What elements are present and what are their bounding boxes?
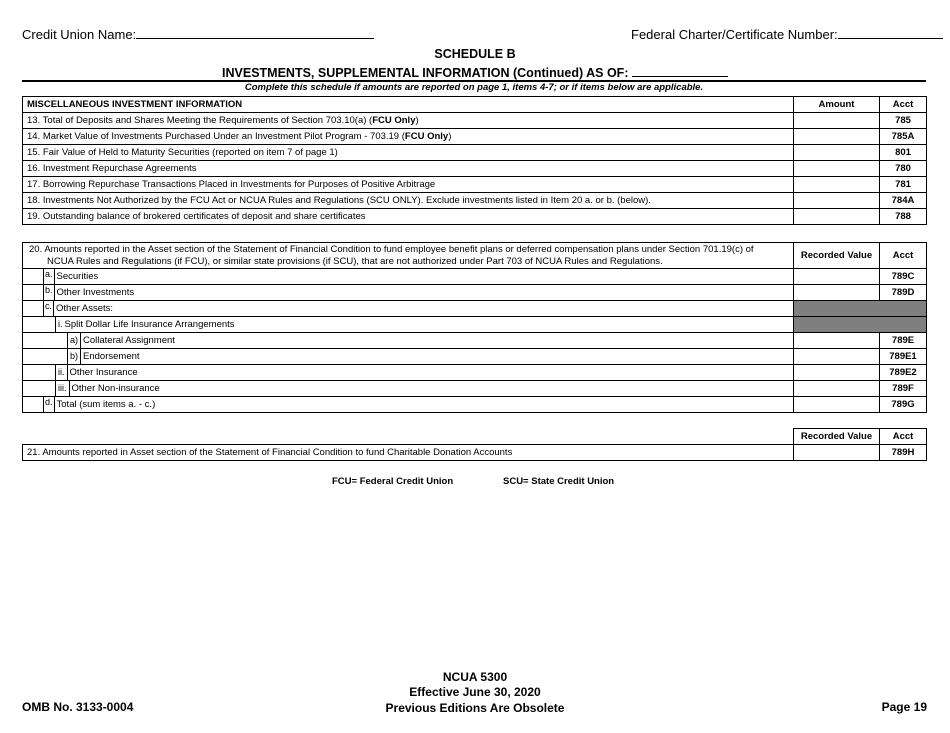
shaded-cell	[794, 317, 927, 333]
table-row: ii. Other Insurance 789E2	[23, 365, 927, 381]
table-row	[23, 209, 927, 225]
acct-code: 785A	[880, 129, 927, 145]
amount-input[interactable]	[794, 177, 880, 193]
acct-code: 789E	[880, 333, 927, 349]
charter-number-label: Federal Charter/Certificate Number:	[631, 27, 838, 42]
row-label: 17. Borrowing Repurchase Transactions Placed in Investments for Purposes of Positive Arbitrage	[23, 177, 794, 193]
recorded-value-header: Recorded Value	[794, 243, 880, 269]
table-row	[23, 445, 927, 461]
misc-investment-table	[22, 96, 927, 225]
table-row	[23, 161, 927, 177]
item21-table	[22, 428, 927, 461]
table-row: i. Split Dollar Life Insurance Arrangements	[23, 317, 927, 333]
form-number: NCUA 5300	[442, 670, 508, 684]
table-row: iii. Other Non-insurance 789F	[23, 381, 927, 397]
table-row: a. Securities 789C	[23, 269, 927, 285]
acct-header: Acct	[880, 429, 927, 445]
acct-header: Acct	[880, 97, 927, 113]
row-label: 13. Total of Deposits and Shares Meeting the Requirements of Section 703.10(a) (FCU Only)	[23, 113, 794, 129]
page-number: Page 19	[881, 700, 927, 714]
effective-date: Effective June 30, 2020	[409, 685, 541, 699]
charter-number-line[interactable]	[838, 26, 943, 39]
legend-scu: SCU= State Credit Union	[503, 476, 615, 487]
misc-header: MISCELLANEOUS INVESTMENT INFORMATION	[23, 97, 794, 113]
acct-code: 789D	[880, 285, 927, 301]
as-of-date-line[interactable]	[632, 64, 728, 77]
legend-fcu: FCU= Federal Credit Union	[332, 476, 454, 487]
acct-code: 801	[880, 145, 927, 161]
table-row	[23, 129, 927, 145]
table-row	[23, 145, 927, 161]
acct-code: 789E1	[880, 349, 927, 365]
amount-input[interactable]	[794, 161, 880, 177]
obsolete-notice: Previous Editions Are Obsolete	[385, 701, 565, 715]
table-row: d. Total (sum items a. - c.) 789G	[23, 397, 927, 413]
table-row: c. Other Assets:	[23, 301, 927, 317]
acct-code: 789E2	[880, 365, 927, 381]
amount-input[interactable]	[794, 209, 880, 225]
amount-header: Amount	[794, 97, 880, 113]
schedule-subtitle	[0, 64, 950, 80]
recorded-value-input[interactable]	[794, 397, 880, 413]
item20-table	[22, 242, 927, 413]
credit-union-name-line[interactable]	[136, 26, 374, 39]
item20-header-row	[23, 243, 927, 269]
table-row: b. Other Investments 789D	[23, 285, 927, 301]
row-label: 15. Fair Value of Held to Maturity Securities (reported on item 7 of page 1)	[23, 145, 794, 161]
subtitle-text: INVESTMENTS, SUPPLEMENTAL INFORMATION (Continued) AS OF:	[222, 66, 629, 80]
schedule-title: SCHEDULE B	[434, 47, 516, 61]
omb-number: OMB No. 3133-0004	[22, 700, 134, 714]
acct-code: 784A	[880, 193, 927, 209]
acct-code: 788	[880, 209, 927, 225]
item20-description: 20. Amounts reported in the Asset section of the Statement of Financial Condition to fund employee benefit plans or deferred compensation plans under Section 701.19(c) of NCUA Rules and Regulations (if FCU), or similar state provisions (if SCU), that are not authorized under Part 703 of NCUA Rules and Regulations.	[23, 243, 794, 269]
row-label: 16. Investment Repurchase Agreements	[23, 161, 794, 177]
table-row	[23, 113, 927, 129]
acct-code: 789C	[880, 269, 927, 285]
acct-code: 789F	[880, 381, 927, 397]
acct-header: Acct	[880, 243, 927, 269]
shaded-cell	[794, 301, 927, 317]
table-row	[23, 193, 927, 209]
table-header-row	[23, 97, 927, 113]
instructions: Complete this schedule if amounts are reported on page 1, items 4-7; or if items below are applicable.	[244, 82, 704, 93]
credit-union-name-field[interactable]	[22, 26, 374, 42]
table-row: b) Endorsement 789E1	[23, 349, 927, 365]
row-label: 18. Investments Not Authorized by the FCU Act or NCUA Rules and Regulations (SCU ONLY). Exclude investments listed in Item 20 a. or b. (below).	[23, 193, 794, 209]
acct-code: 781	[880, 177, 927, 193]
table-row: a) Collateral Assignment 789E	[23, 333, 927, 349]
item21-header-row	[23, 429, 927, 445]
amount-input[interactable]	[794, 129, 880, 145]
recorded-value-input[interactable]	[794, 269, 880, 285]
row-label: 21. Amounts reported in Asset section of the Statement of Financial Condition to fund Charitable Donation Accounts	[23, 445, 794, 461]
recorded-value-input[interactable]	[794, 349, 880, 365]
amount-input[interactable]	[794, 193, 880, 209]
recorded-value-input[interactable]	[794, 333, 880, 349]
recorded-value-input[interactable]	[794, 381, 880, 397]
row-label: 19. Outstanding balance of brokered certificates of deposit and share certificates	[23, 209, 794, 225]
row-label: 14. Market Value of Investments Purchased Under an Investment Pilot Program - 703.19 (FCU Only)	[23, 129, 794, 145]
amount-input[interactable]	[794, 113, 880, 129]
recorded-value-input[interactable]	[794, 285, 880, 301]
acct-code: 789H	[880, 445, 927, 461]
recorded-value-input[interactable]	[794, 445, 880, 461]
recorded-value-header: Recorded Value	[794, 429, 880, 445]
acct-code: 785	[880, 113, 927, 129]
amount-input[interactable]	[794, 145, 880, 161]
acct-code: 789G	[880, 397, 927, 413]
recorded-value-input[interactable]	[794, 365, 880, 381]
credit-union-name-label: Credit Union Name:	[22, 27, 137, 42]
charter-number-field[interactable]	[631, 26, 943, 42]
acct-code: 780	[880, 161, 927, 177]
table-row	[23, 177, 927, 193]
